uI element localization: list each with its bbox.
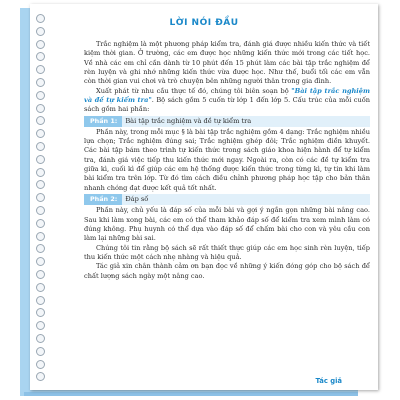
preface-body — [84, 40, 370, 281]
section-1-title: Bài tập trắc nghiệm và đề tự kiểm tra — [125, 116, 252, 125]
author-signature: Tác giả — [315, 377, 342, 385]
binder-hole-icon — [36, 104, 45, 113]
hope-paragraph: Chúng tôi tin rằng bộ sách sẽ rất thiết thực giúp các em học sinh rèn luyện, tiếp thu kiến thức một cách nhẹ nhàng và hiệu quả. — [84, 243, 370, 261]
book-title: "Bài tập trắc nghiệm và đề tự kiểm tra" — [84, 86, 370, 105]
binder-hole-icon — [36, 244, 45, 253]
binder-hole-icon — [36, 40, 45, 49]
binder-hole-icon — [36, 296, 45, 305]
binder-hole-icon — [36, 308, 45, 317]
binder-hole-icon — [36, 347, 45, 356]
binder-hole-icon — [36, 257, 45, 266]
section-1-paragraph: Phần này, trong mỗi mục § là bài tập trắc nghiệm gồm 4 dạng: Trắc nghiệm nhiều lựa chọn; Trắc nghiệm đúng sai; Trắc nghiệm ghép đôi; Trắc nghiệm điền khuyết. Các bài tập bám theo trình tự kiến thức trong sách giáo khoa hiện hành để tự kiểm tra, đánh giá việc tiếp thu kiến thức mới ngay. Ngoài ra, còn có các đề tự kiểm tra giữa kì, cuối kì để giúp các em hệ thống được kiến thức trong từng kì, tự tin khi làm bài kiểm tra trên lớp. Từ đó tìm cách điều chỉnh phương pháp học tập cho bản thân nhanh chóng đạt được kết quả tốt nhất. — [84, 127, 370, 192]
section-2-paragraph: Phần này, chủ yếu là đáp số của mỗi bài và gợi ý ngắn gọn những bài nâng cao. Sau khi làm xong bài, các em có thể tham khảo đáp số để kiểm tra xem mình làm có đúng không. Phụ huynh có thể dựa vào đáp số để chấm bài cho con và yêu cầu con làm lại những bài sai. — [84, 206, 370, 243]
binder-hole-icon — [36, 321, 45, 330]
purpose-text-end: . Bộ sách gồm 5 cuốn từ lớp 1 đến lớp 5. Cấu trúc của mỗi cuốn sách gồm hai phần: — [84, 96, 370, 114]
binder-hole-icon — [36, 283, 45, 292]
binder-holes — [30, 14, 50, 384]
section-2-tag: Phần 2: — [84, 194, 122, 205]
section-2-header — [84, 194, 370, 205]
binder-hole-icon — [36, 142, 45, 151]
binder-hole-icon — [36, 334, 45, 343]
binder-hole-icon — [36, 193, 45, 202]
backing-edge — [24, 392, 358, 396]
purpose-paragraph — [84, 87, 370, 115]
binder-hole-icon — [36, 91, 45, 100]
binder-hole-icon — [36, 52, 45, 61]
section-2-title: Đáp số — [125, 195, 149, 204]
binder-hole-icon — [36, 155, 45, 164]
binder-hole-icon — [36, 116, 45, 125]
binder-hole-icon — [36, 168, 45, 177]
binder-hole-icon — [36, 270, 45, 279]
binder-hole-icon — [36, 360, 45, 369]
section-1-header — [84, 116, 370, 127]
binder-hole-icon — [36, 206, 45, 215]
section-1-tag: Phần 1: — [84, 116, 122, 127]
thanks-paragraph: Tác giả xin chân thành cảm ơn bạn đọc về những ý kiến đóng góp cho bộ sách để chất lượng sách ngày một nâng cao. — [84, 262, 370, 280]
binder-hole-icon — [36, 372, 45, 381]
binder-hole-icon — [36, 232, 45, 241]
binder-hole-icon — [36, 129, 45, 138]
binder-hole-icon — [36, 78, 45, 87]
page-title: LỜI NÓI ĐẦU — [169, 18, 239, 28]
intro-paragraph: Trắc nghiệm là một phương pháp kiểm tra, đánh giá được nhiều kiến thức và tiết kiệm thời gian. Ở trường, các em được học những kiến thức mới trong các tiết học. Về nhà các em chỉ cần dành từ 10 phút đến 15 phút làm các bài tập trắc nghiệm để rèn luyện và ghi nhớ những kiến thức vừa được học. Như thế, buổi tối các em vẫn còn thời gian vui chơi và trò chuyện bên những người thân trong gia đình. — [84, 40, 370, 86]
paper-sheet — [30, 4, 378, 390]
binder-hole-icon — [36, 180, 45, 189]
purpose-text-start: Xuất phát từ nhu cầu thực tế đó, chúng tôi biên soạn bộ — [96, 86, 292, 95]
binder-hole-icon — [36, 27, 45, 36]
binder-hole-icon — [36, 65, 45, 74]
binder-hole-icon — [36, 219, 45, 228]
